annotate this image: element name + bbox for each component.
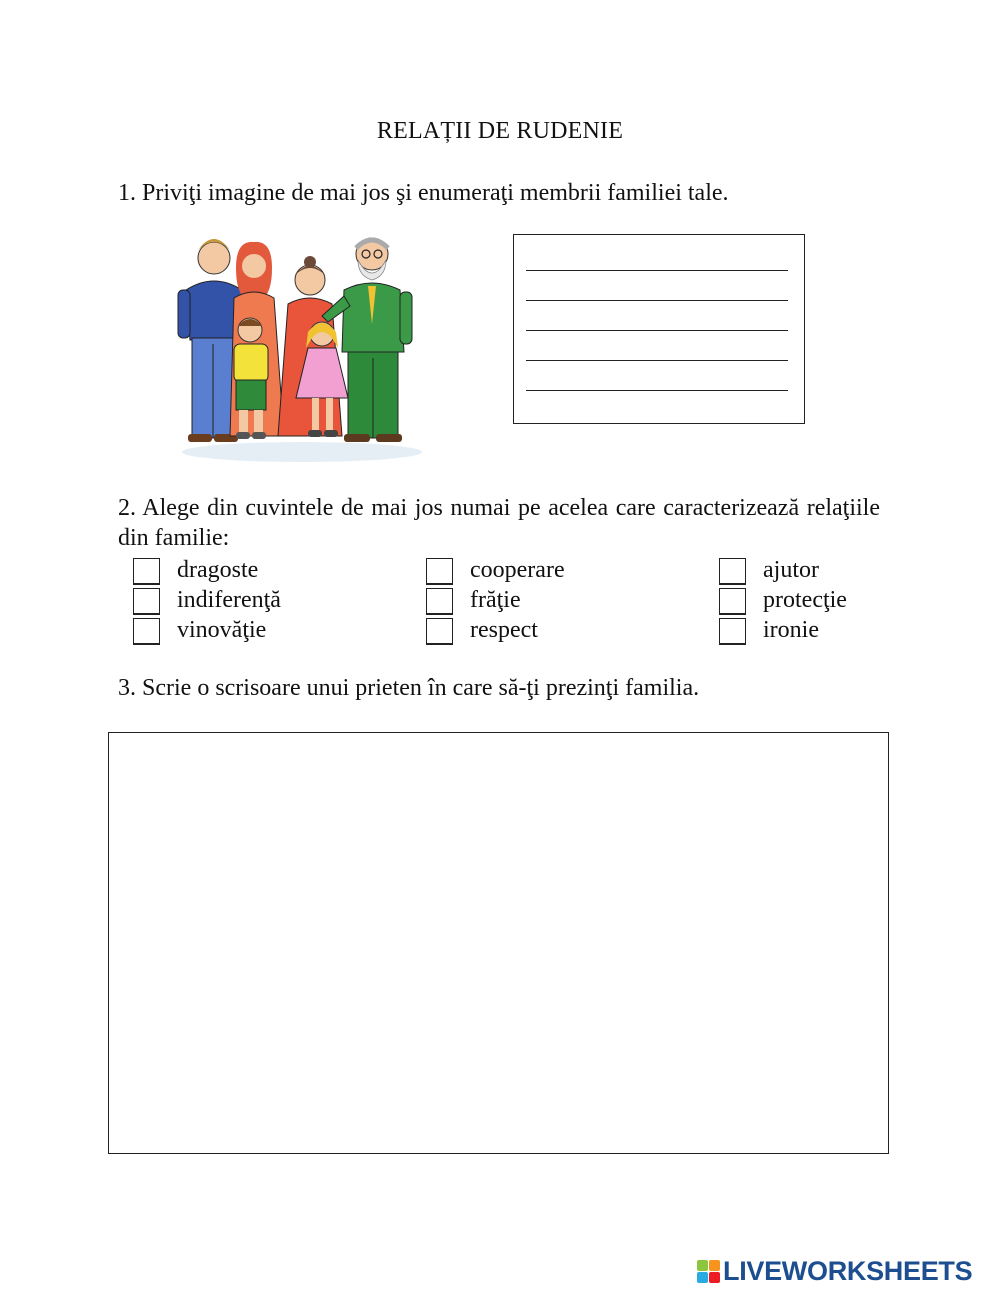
checkbox[interactable]	[133, 588, 160, 615]
logo-blocks-icon	[697, 1260, 720, 1283]
question-3-text: 3. Scrie o scrisoare unui prieten în care să-ţi prezinţi familia.	[118, 675, 700, 701]
checkbox[interactable]	[133, 558, 160, 585]
answer-line[interactable]	[526, 312, 788, 331]
answer-line[interactable]	[526, 252, 788, 271]
question-2-text: 2. Alege din cuvintele de mai jos numai pe acelea care caracterizează relaţiile din familie:	[118, 495, 880, 551]
family-illustration	[172, 220, 432, 465]
checkbox[interactable]	[426, 588, 453, 615]
family-members-answer-box	[513, 234, 805, 424]
option-label: dragoste	[177, 557, 259, 583]
question-1-text: 1. Priviţi imagine de mai jos şi enumeraţi membrii familiei tale.	[118, 180, 729, 206]
checkbox[interactable]	[133, 618, 160, 645]
option-label: frăţie	[470, 587, 521, 613]
logo-block	[697, 1272, 708, 1283]
logo-block	[697, 1260, 708, 1271]
letter-answer-box	[108, 732, 889, 1154]
answer-line[interactable]	[526, 372, 788, 391]
checkbox[interactable]	[426, 618, 453, 645]
option-label: respect	[470, 617, 538, 643]
logo-block	[709, 1260, 720, 1271]
liveworksheets-logo	[697, 1256, 972, 1286]
option-label: ajutor	[763, 557, 819, 583]
page-title: RELAȚII DE RUDENIE	[376, 118, 624, 144]
option-label: ironie	[763, 617, 819, 643]
option-label: cooperare	[470, 557, 565, 583]
option-label: protecţie	[763, 587, 847, 613]
checkbox[interactable]	[719, 588, 746, 615]
option-label: vinovăţie	[177, 617, 267, 643]
checkbox[interactable]	[426, 558, 453, 585]
letter-textarea[interactable]	[109, 733, 888, 1153]
logo-block	[709, 1272, 720, 1283]
checkbox[interactable]	[719, 618, 746, 645]
logo-text: LIVEWORKSHEETS	[723, 1255, 973, 1286]
checkbox[interactable]	[719, 558, 746, 585]
option-label: indiferenţă	[177, 587, 281, 613]
answer-line[interactable]	[526, 282, 788, 301]
answer-line[interactable]	[526, 342, 788, 361]
